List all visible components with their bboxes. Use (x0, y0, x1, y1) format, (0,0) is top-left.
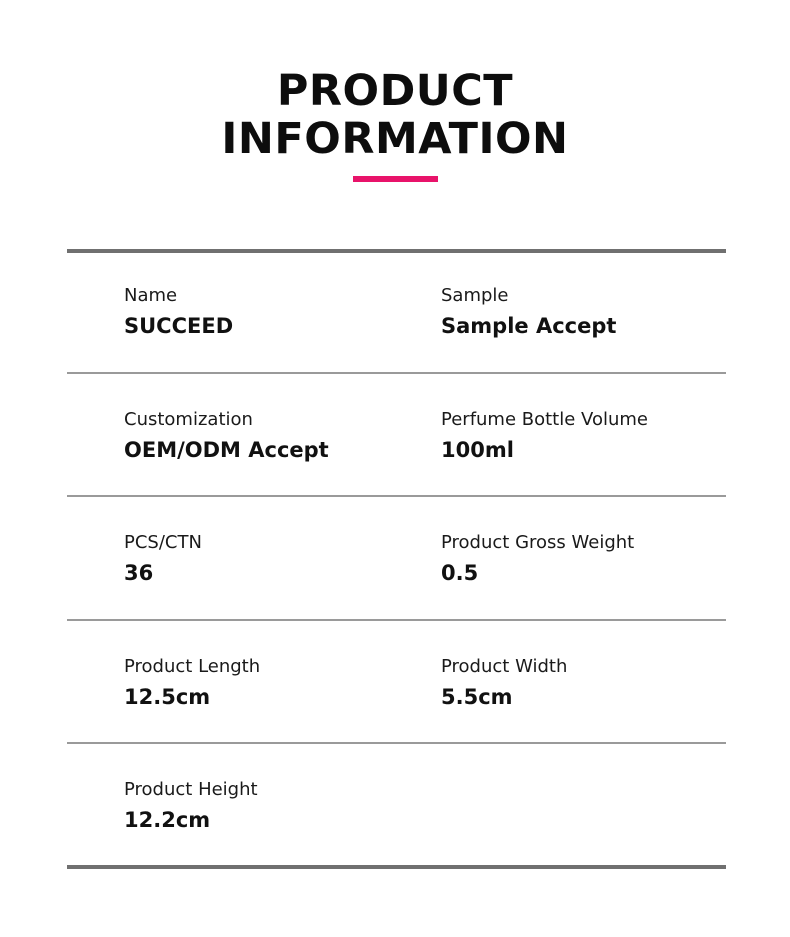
spec-label: Product Length (124, 656, 261, 677)
title-line-2: INFORMATION (221, 114, 569, 164)
spec-value: OEM/ODM Accept (124, 438, 329, 462)
spec-bottle-volume (441, 409, 741, 462)
spec-value: 100ml (441, 438, 514, 462)
spec-value: Sample Accept (441, 314, 617, 338)
spec-label: Perfume Bottle Volume (441, 409, 648, 430)
spec-value: 0.5 (441, 561, 479, 585)
title-accent-divider (353, 176, 438, 182)
table-top-rule (67, 249, 726, 253)
spec-value: 12.2cm (124, 808, 211, 832)
row-divider (67, 372, 726, 374)
spec-label: Name (124, 285, 178, 306)
spec-name (124, 285, 424, 338)
spec-label: Customization (124, 409, 253, 430)
spec-height (124, 779, 424, 832)
spec-sample (441, 285, 741, 338)
spec-label: Sample (441, 285, 509, 306)
spec-label: Product Gross Weight (441, 532, 635, 553)
spec-gross-weight (441, 532, 741, 585)
spec-value: 5.5cm (441, 685, 513, 709)
row-divider (67, 495, 726, 497)
spec-value: 12.5cm (124, 685, 211, 709)
spec-value: 36 (124, 561, 154, 585)
spec-length (124, 656, 424, 709)
title-line-1: PRODUCT (276, 66, 514, 116)
spec-value: SUCCEED (124, 314, 234, 338)
spec-pcs-ctn (124, 532, 424, 585)
spec-customization (124, 409, 424, 462)
spec-label: PCS/CTN (124, 532, 202, 553)
row-divider (67, 742, 726, 744)
spec-label: Product Width (441, 656, 568, 677)
table-bottom-rule (67, 865, 726, 869)
row-divider (67, 619, 726, 621)
spec-width (441, 656, 741, 709)
spec-label: Product Height (124, 779, 258, 800)
